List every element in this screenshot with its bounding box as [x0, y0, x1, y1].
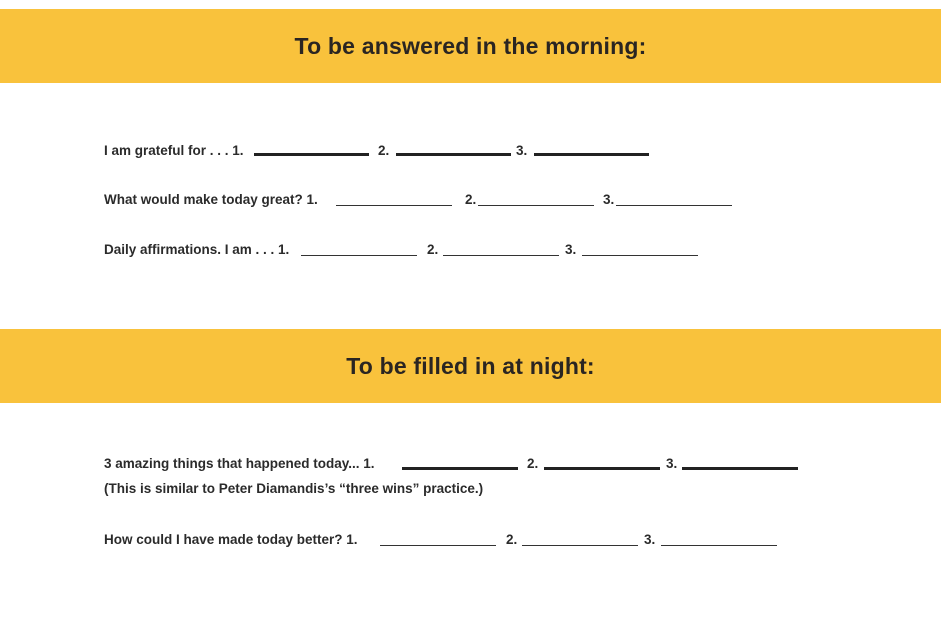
affirmations-num-2: 2.	[427, 242, 439, 257]
morning-header-banner	[0, 9, 941, 83]
amazing-things-blank-3[interactable]	[682, 467, 798, 470]
today-great-blank-2[interactable]	[478, 205, 594, 206]
affirmations-blank-2[interactable]	[443, 255, 559, 256]
grateful-blank-3[interactable]	[534, 153, 649, 156]
today-great-blank-3[interactable]	[616, 205, 732, 206]
better-blank-2[interactable]	[522, 545, 638, 546]
amazing-things-prompt: 3 amazing things that happened today... 1.	[104, 456, 375, 471]
grateful-blank-1[interactable]	[254, 153, 369, 156]
amazing-things-num-2: 2.	[527, 456, 539, 471]
grateful-blank-2[interactable]	[396, 153, 511, 156]
better-num-2: 2.	[506, 532, 518, 547]
amazing-things-num-3: 3.	[666, 456, 678, 471]
affirmations-num-3: 3.	[565, 242, 577, 257]
grateful-prompt: I am grateful for . . . 1.	[104, 143, 244, 158]
night-header-banner	[0, 329, 941, 403]
affirmations-blank-1[interactable]	[301, 255, 417, 256]
affirmations-blank-3[interactable]	[582, 255, 698, 256]
better-blank-3[interactable]	[661, 545, 777, 546]
morning-title: To be answered in the morning:	[294, 32, 647, 59]
today-great-blank-1[interactable]	[336, 205, 452, 206]
amazing-things-blank-2[interactable]	[544, 467, 660, 470]
today-great-num-3: 3.	[603, 192, 615, 207]
affirmations-prompt: Daily affirmations. I am . . . 1.	[104, 242, 290, 257]
night-title: To be filled in at night:	[346, 352, 595, 379]
better-prompt: How could I have made today better? 1.	[104, 532, 358, 547]
three-wins-note: (This is similar to Peter Diamandis’s “three wins” practice.)	[104, 481, 484, 496]
today-great-prompt: What would make today great? 1.	[104, 192, 318, 207]
grateful-num-3: 3.	[516, 143, 528, 158]
better-blank-1[interactable]	[380, 545, 496, 546]
today-great-num-2: 2.	[465, 192, 477, 207]
amazing-things-blank-1[interactable]	[402, 467, 518, 470]
grateful-num-2: 2.	[378, 143, 390, 158]
better-num-3: 3.	[644, 532, 656, 547]
